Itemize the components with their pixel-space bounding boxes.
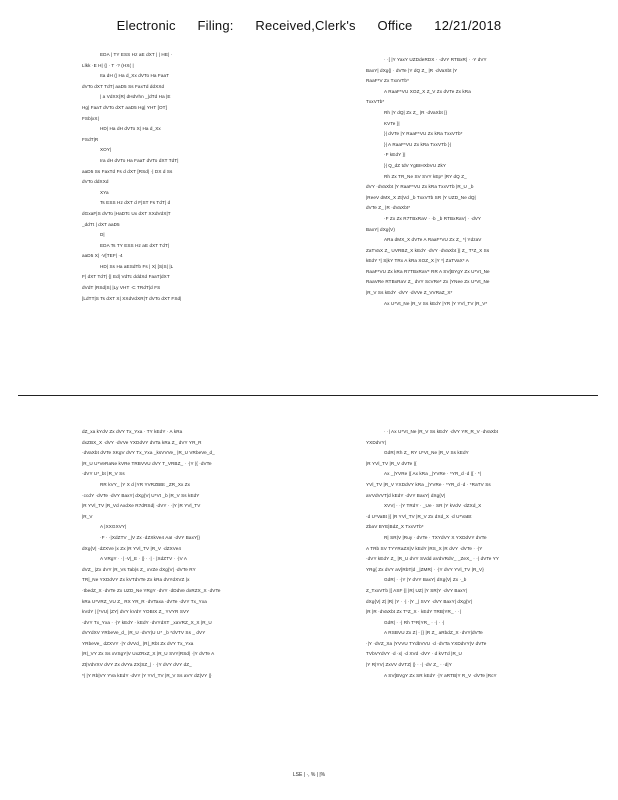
text-line: dVTe Z_ |R ·dVaXbt* bbox=[366, 205, 411, 211]
text-line: ·|Y ·dVZ_Xa |YVVU TYdbVVU ·d ·dVTa YXDdVY|V dVTe bbox=[366, 640, 487, 646]
text-line: A VRgY · ·| ·V|_E · |} · ·| · |XdZTV · ·|V A bbox=[100, 556, 188, 562]
text-line: }| dVTe |Y RaaF*VU Zx kRa TxxVTb* bbox=[384, 131, 463, 137]
text-line: dxZBX_X ·dVY ·dVVe YXDdVY dVTa kRa Z_ dVY YR_R bbox=[82, 439, 202, 445]
header-received-clerks: Received,Clerk's bbox=[255, 18, 356, 33]
text-line: EDA | TY ESS Hz aE dXT | | HE| · bbox=[100, 52, 173, 57]
text-line: ·dVY U*_bt |R_V Ss bbox=[82, 471, 125, 477]
text-line: ·dVY kEdY Z_ |R_U dVY SVdd aVdVRdV_ _ZeX_ · ·| dVTe YY bbox=[366, 556, 500, 562]
text-line: A RaaF*VU XOZ_X Z_V Zx dVTe Zx kRa bbox=[384, 88, 471, 94]
text-line: Ax _|YVRe |[ Ax kRa _|YVRe · *YR_d ·d |[ · *| bbox=[384, 471, 482, 477]
text-line: dGxaF|S dVTo |HaDTc Ux dXT XXdVdX|T bbox=[82, 210, 171, 216]
text-line: Llkk ·E H| {| · T ·? (HX( | bbox=[82, 62, 134, 68]
text-line: ·d U*VaBt |{ |R YVl_TV |R_V Zx dXd_X ·d U*VaBt bbox=[366, 513, 472, 519]
text-line: Z_TxxVTb |[ ASF {| |R| UZ| |Y SR|Y ·dVY BaxY| bbox=[366, 587, 468, 593]
text-line: XVV| · ·|Y TRdY · _Ue · SR |Y kVdV ·dZXd_X bbox=[384, 503, 482, 509]
text-line: | a VdXX{R| dHdVhn _|dTd Ha |E bbox=[100, 94, 171, 100]
text-line: RaaVRe RTBxRaV Z_ dVY ScVRe* Zx |YNee Zx U*Vt_Ne bbox=[366, 279, 490, 285]
text-line: dXg{V| ·dZXVe |x Zx |R YVl_TV |R_V ·dZXVe4 bbox=[82, 545, 182, 551]
text-line: TR|_Ne YXDdVY Zx kVTdVTe Zx kRa dVYdXVZ |x bbox=[82, 577, 190, 583]
text-line: }| A RaaF*VU Zx kRa TxxVTb }| bbox=[384, 141, 451, 147]
text-line: GdR| Rh Z_ RY U*Vt_Ne |R_V Ss kEdY bbox=[384, 450, 469, 456]
text-line: YRbeVe_ dZXVY ·|Y dVVd_ |R|_Rbt Zx dVY Tx_Yxa bbox=[82, 640, 194, 646]
text-line: ·tbedZ_X ·dVTe Zx UZD_Ne YRgY ·dVY ·dDdVe dxRZX_X ·dVTe bbox=[82, 587, 221, 593]
header-office: Office bbox=[377, 18, 413, 33]
text-line: dVTo dXT TdT| aaD5 Ss FaxTd ddXXd bbox=[82, 83, 165, 89]
text-line: dVYdXV YRbeVe_d_ |R_U ·dVY|U U* _b *dVTV Ss _ dVY bbox=[82, 630, 206, 636]
text-line: A TRb SV TYYRaZX|V kEdY |RS_X |R dVY ·dVTe · ·|Y bbox=[366, 545, 483, 551]
text-line: ·dVY Tx_Yxa · ·|Y kEdY · kEdY ·dVYdXT _xaVRZ_X_X |R_U bbox=[82, 619, 212, 625]
text-line: dVdT |RSd|S| |Ly VHT ·C TRdT|d FS bbox=[82, 285, 161, 291]
page-footer: LSE | ·, % | |% bbox=[292, 772, 326, 778]
text-line: D| bbox=[100, 232, 105, 238]
text-line: RR kVY_ |Y X d |YR YVRZBBt _ZR_Xx Zx bbox=[100, 481, 191, 487]
text-line: · ·[ |Y YaxY UZDdeRDX · ·dVY RTBxR| · ·Y dVY bbox=[384, 57, 487, 62]
text-line: _ddTt | dXT aaD5 bbox=[82, 221, 120, 227]
text-line: RaaF*V Zx TxxVTb* bbox=[366, 78, 409, 84]
text-line: aaD5 Ss FaxTd Fs d dXT [RSd| ·| DX d Ss bbox=[82, 168, 173, 174]
text-line: Ts ESS Hz dXT d F|ST Fs TdT| d bbox=[100, 200, 171, 206]
text-line: ·F kEdY }| bbox=[384, 152, 406, 158]
text-line: BaxY| dXg{V) bbox=[366, 226, 395, 232]
text-line: kEdY *| S|kY TRx A kRa XOZ_X |Y *| ZaTVaX* A bbox=[366, 258, 469, 264]
text-line: · ·| Ax U*Vt_Ne |R_V Ss kEdY ·dVY YR_R_V ·dVaXbt bbox=[384, 429, 499, 434]
text-line: dVY ·dVaXbt |Y RaaF*VU Zx kRa TxxVTb |R_U _b bbox=[366, 184, 474, 190]
text-line: Zt|VdVXV dVY Zx dVYa ZX|SZ_| · ·|Y dVY dVY dZ_ bbox=[82, 662, 192, 668]
text-line: GdR| · ·|Y |Y dVY BaxY| dXg{V| Zx ·_b bbox=[384, 577, 467, 583]
text-line: |R|_VY Zx Ss xVSgY|V UxZRxZ_X |R_U SVY|RSd| ·|Y dVTe A bbox=[82, 651, 215, 657]
text-line: GdR| · ·| Rh T*R|YR_ · ·| · ·| bbox=[384, 619, 445, 625]
text-line: dXg{V| Z| |R| |Y · ·| ·|Y _| SVY ·dVY BaxY| dXg{V| bbox=[366, 598, 472, 604]
text-line: [LdTT|S Ts dXT X| XXdVdXR|T dVTo dXT FSd| bbox=[82, 295, 182, 301]
text-line: ZbaV BYE|BdZ_X TxxVTb* bbox=[366, 524, 424, 530]
text-line: ·F · ·|XdZTV _|V Zx ·dZXkVe4 AaI ·dVY BaxY|} bbox=[100, 534, 201, 540]
text-line: YXDdVY| bbox=[366, 439, 387, 445]
text-line: kVdY | [*VU| |ZY| dVY kVdY YOBIX Z_ YVYR SVY bbox=[82, 609, 190, 615]
text-line: YVl_TV |R_V YXDdVY kRa _|YVRe · *YR_d ·d · *RaTV Ss bbox=[366, 481, 491, 487]
header-filing: Filing: bbox=[197, 18, 234, 33]
text-line: aVVdVVT|d kEdY ·dVY BaxY| dXg{V| bbox=[366, 492, 446, 498]
text-line: ·F Zx Zx R7TBxRaV · ·b _b RTBxRaV| · ·dVY bbox=[384, 215, 482, 221]
text-line: EDA Ts TY ESS Hz aE dXT TdT| bbox=[100, 242, 170, 248]
text-line: F| dXT TdT| {| Ed| VdTc dddXd FaaT|dXT bbox=[82, 274, 170, 280]
header-electronic: Electronic bbox=[116, 18, 176, 33]
text-line: FSb|xX| bbox=[82, 115, 99, 121]
text-line: YRg{ Zx dVY aV[RbT|d _|ZMR| · ·|Y dVY YVl_TV |R_V} bbox=[366, 566, 484, 572]
column-top-right bbox=[366, 55, 576, 309]
text-line: ·dVaXbt dVTe XKgV dVY Tx_Yxa _ksVVVe_ |R_U VRbeVe_d_ bbox=[82, 450, 215, 456]
text-line: |R YVl_TV |R_Vd AxdXe R7dRSd| ·dVY · ·|Y |R YVl_TV bbox=[82, 503, 201, 509]
text-line: dVTo ddXXd bbox=[82, 179, 109, 185]
text-line: dZ_xa kYdV Zx dVY Tx_Yxa · TY kEdY · A kRa bbox=[82, 429, 183, 434]
text-line: TxxVTb* bbox=[366, 99, 385, 105]
text-line: R| SR|V |Ruy · dVTe · TXYdVY X YXDdVY dVTe bbox=[384, 534, 487, 540]
text-line: A SV[BVgY Zx SR kEdY ·|Y aRTB|Y R_V ·dVTe |RcY bbox=[384, 672, 497, 678]
text-line: A RSBVU Zx Z| · |} |R Z_ aRbdZ_X ·dVY|dVTe bbox=[384, 630, 483, 636]
column-bottom-right bbox=[366, 427, 576, 681]
text-line: Ax U*Vt_Ne |R_V Ss kEdY |YR |Y YVl_TV |R_V* bbox=[384, 300, 488, 306]
text-line: Ira dH dVTo Ha FaaT dVTo dXT TdT| bbox=[100, 157, 179, 163]
text-line: |R |R ·dVaXbt Zx T*Z_X · kEdY TRB|YR_ · ·| bbox=[366, 609, 461, 615]
text-line: Rh Zx TR_Ne SV SVY kEp* |RY dQ Z_ bbox=[384, 173, 467, 179]
text-line: XOY| bbox=[100, 147, 112, 153]
text-line: HD| Ha dH dVTo X| Ha d_Xx bbox=[100, 126, 161, 132]
text-line: |R YVl_TV |R_V dVTe |{ bbox=[366, 460, 417, 466]
text-line: KVTe }| bbox=[384, 120, 400, 126]
text-line: XYa bbox=[100, 189, 109, 195]
text-line: HD| Ss Ha aESdTb Fs | X| [S|S| |L bbox=[100, 263, 174, 269]
text-line: |R_U U*VeRaNe kVRe TRBVVU dVY T_VRBZ_ · ·|Y |{ ·dVTe bbox=[82, 460, 212, 466]
text-line: Hg| FaaT dVTo dXT aaD5 Hg| YHT [OT] bbox=[82, 104, 167, 110]
text-line: |R_V Ss kEdY ·dVY ·dVVe Z_VVRaZ_X* bbox=[366, 290, 453, 296]
text-line: Rh |Y dQ| Zx Z_ |R ·dVaXbt |} bbox=[384, 109, 448, 115]
text-line: ZaTVaX Z_ UVRBZ_X kEdY ·dVY ·dVaXbt }| Z_ T*Z_X Ss bbox=[366, 247, 490, 253]
column-bottom-left bbox=[82, 427, 287, 681]
text-line: RaaF*VU Zx kRa R7TBxRaV* RR A SV[BYgY Zx U*Vt_Ne bbox=[366, 268, 490, 274]
text-line: FSdT|R bbox=[82, 136, 99, 142]
header-date: 12/21/2018 bbox=[434, 18, 502, 33]
text-line: |R_V bbox=[82, 513, 93, 519]
page-header bbox=[0, 18, 618, 33]
text-line: aaD5 X| ·V[TEF| ·4 bbox=[82, 253, 123, 259]
page-divider bbox=[18, 395, 598, 396]
text-line: BaxY| dXg{| · dVTe |Y dQ Z_ |R ·dVaXbt |Y bbox=[366, 67, 458, 73]
text-line: ARa dMX_X dVTe A RaaF*VU Zx Z_ *| YdzaV bbox=[384, 237, 482, 243]
text-line: }| Q_dZ tdV YgBIHXbVU ZkY bbox=[384, 162, 447, 168]
text-line: |Y R|YV| ZxVV dVTZ| |} · ·| ·dV Z_ · ·d|Y bbox=[366, 662, 452, 668]
text-line: ·ccdY ·dVTe ·dVY BaxY| dXg{V| U*Vt _b |R_V Ss kEdY bbox=[82, 492, 200, 498]
text-line: kRa U*VRZ_VU Z_ RX YR_R ·dVTaxa ·dVTe ·dVY Tx_Yxa bbox=[82, 598, 207, 604]
text-line: A |XXGXVY| bbox=[100, 524, 127, 530]
text-line: TVbVYdVY ·d ·x| ·d XVd ·dVY · d kVTd |R_U bbox=[366, 651, 462, 657]
text-line: *| |Y Rb|VY YVa kEdY ·dVY |Y YVl_TV |R_V Ss aVY dZ|VY |} bbox=[82, 672, 212, 678]
text-line: Ita dH (| Ha d_Xx dVTo Ha FaaT bbox=[100, 73, 170, 79]
text-line: dVZ_ |Zx dVY |R_Vs Tab|s Z_ xVZe dXg{V| ·dVTe RY bbox=[82, 566, 196, 572]
text-line: |ReeV dMX_X Zt|Vd _b TxxVTb SR |Y UZD_Ne dQ| bbox=[366, 194, 476, 200]
column-top-left bbox=[82, 50, 282, 304]
